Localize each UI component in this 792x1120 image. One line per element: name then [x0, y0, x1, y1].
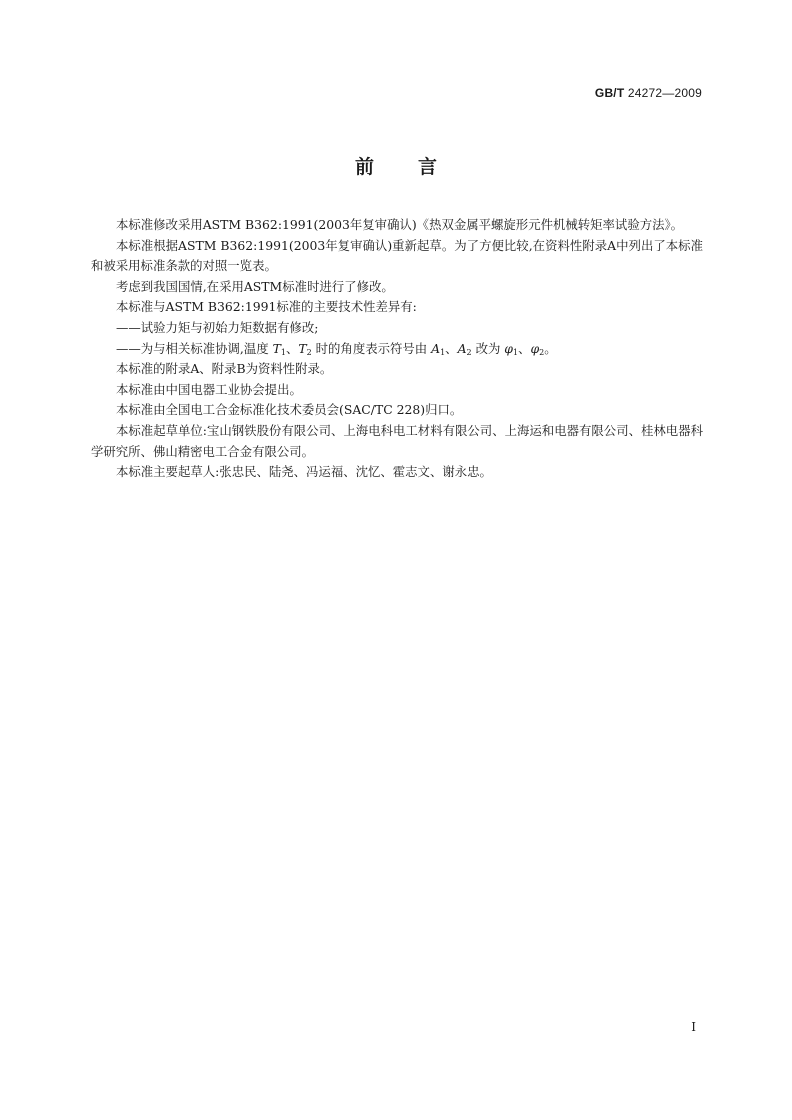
- page-number: I: [691, 1020, 696, 1034]
- difference-item-1: ——试验力矩与初始力矩数据有修改;: [116, 319, 319, 335]
- paragraph-drafters: 本标准主要起草人:张忠民、陆尧、冯运福、沈忆、霍志文、谢永忠。: [116, 464, 492, 480]
- paragraph-committee: 本标准由全国电工合金标准化技术委员会(SAC/TC 228)归口。: [116, 402, 463, 418]
- foreword-body: [91, 215, 703, 483]
- paragraph-appendix: 本标准的附录A、附录B为资料性附录。: [116, 361, 333, 377]
- standard-code: [595, 86, 702, 100]
- paragraph-proposer: 本标准由中国电器工业协会提出。: [116, 381, 302, 397]
- difference-item-2: ——为与相关标准协调,温度 $T_1$、$T_2$ 时的角度表示符号由 $A_1$、$A_2$ 改为 $\varphi_1$、$\varphi_2$。: [116, 340, 557, 357]
- paragraph-differences: 本标准与ASTM B362:1991标准的主要技术性差异有:: [116, 299, 417, 315]
- paragraph-adoption: 本标准修改采用ASTM B362:1991(2003年复审确认)《热双金属平螺旋形元件机械转矩率试验方法》。: [116, 217, 684, 232]
- paragraph-modification: 考虑到我国国情,在采用ASTM标准时进行了修改。: [116, 278, 394, 294]
- standard-number: 24272—2009: [627, 86, 702, 100]
- paragraph-drafting-units: 本标准起草单位:宝山钢铁股份有限公司、上海电科电工材料有限公司、上海运和电器有限公司、桂林电器科学研究所、佛山精密电工合金有限公司。: [91, 422, 703, 459]
- paragraph-drafting: 本标准根据ASTM B362:1991(2003年复审确认)重新起草。为了方便比较,在资料性附录A中列出了本标准和被采用标准条款的对照一览表。: [91, 237, 703, 274]
- page-title: 前言: [354, 156, 481, 178]
- standard-prefix: GB/T: [594, 86, 625, 100]
